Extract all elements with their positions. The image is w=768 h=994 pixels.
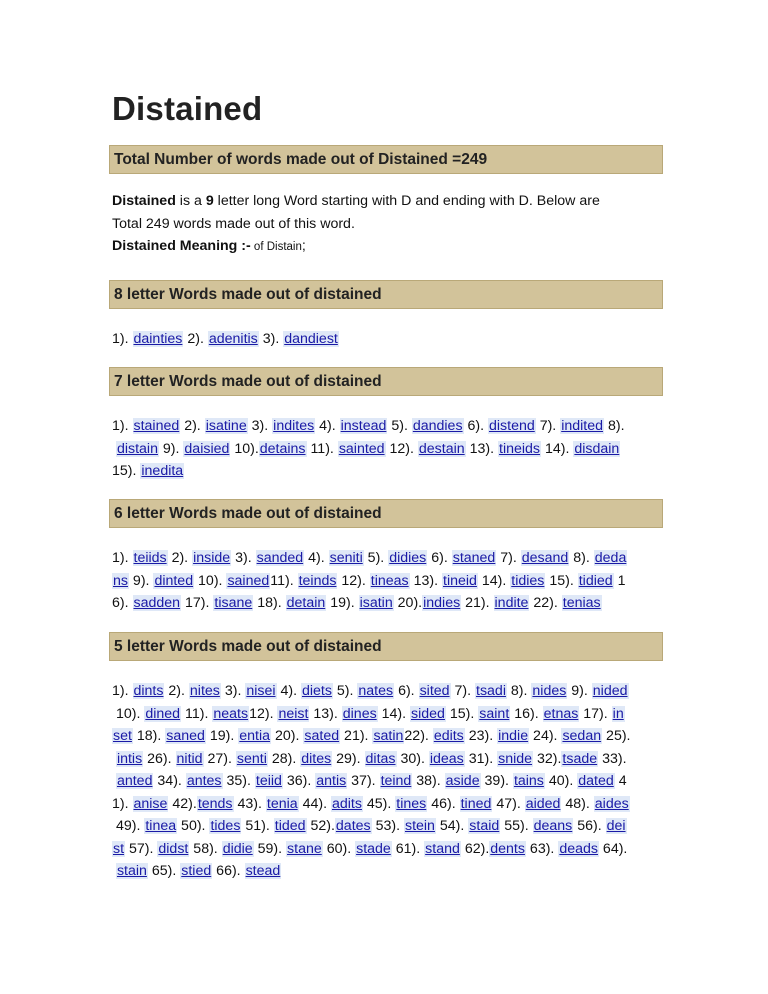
- word-link[interactable]: indite: [494, 595, 529, 611]
- word-link[interactable]: etnas: [543, 705, 579, 722]
- word-link[interactable]: anise: [133, 795, 168, 812]
- word-number-label: 4).: [304, 550, 329, 566]
- word-number-label: 15).: [112, 463, 141, 479]
- intro-text-2: letter long Word starting with D and ending with D. Below are: [213, 193, 600, 209]
- word-link[interactable]: inside: [193, 550, 231, 566]
- meaning-end: ;: [301, 238, 306, 254]
- word-link[interactable]: sited: [419, 683, 450, 699]
- word-number-label: 37).: [347, 773, 380, 789]
- word-link[interactable]: daisied: [184, 440, 230, 457]
- word-number-label: 63).: [525, 840, 559, 857]
- word-number-label: 8).: [604, 418, 625, 434]
- word-link[interactable]: tisane: [214, 595, 253, 611]
- word-link[interactable]: nides: [532, 683, 567, 699]
- word-number-label: 18).: [253, 595, 286, 611]
- word-number-label: 60).: [322, 840, 356, 857]
- word-link[interactable]: tines: [396, 795, 427, 812]
- word-link[interactable]: tidied: [578, 572, 613, 589]
- word-list-line: [112, 680, 664, 703]
- word-link[interactable]: antes: [186, 773, 222, 789]
- word-link[interactable]: dates: [335, 818, 371, 834]
- word-link[interactable]: tineas: [370, 572, 409, 589]
- word-number-label: 15).: [545, 572, 578, 589]
- word-number-label: 13).: [465, 440, 498, 457]
- word-number-label: 34).: [153, 773, 186, 789]
- word-link[interactable]: st: [113, 840, 125, 857]
- word-number-label: 1).: [112, 418, 133, 434]
- word-link[interactable]: antis: [316, 773, 347, 789]
- word-number-label: 59).: [253, 840, 287, 857]
- word-number-label: 51).: [241, 818, 274, 834]
- word-number-label: 17).: [579, 705, 612, 722]
- word-number-label: 64).: [598, 840, 628, 857]
- word-number-label: 8).: [569, 550, 594, 566]
- word-link[interactable]: teind: [380, 773, 412, 789]
- word-number-label: 1: [613, 572, 626, 589]
- word-number-label: 53).: [371, 818, 404, 834]
- word-list-line: [112, 838, 664, 861]
- word-link[interactable]: adits: [331, 795, 362, 812]
- word-number-label: 49).: [112, 818, 145, 834]
- word-link[interactable]: tided: [274, 818, 306, 834]
- word-number-label: 46).: [427, 795, 460, 812]
- word-number-label: 62).: [460, 840, 490, 857]
- intro-paragraph: [112, 190, 660, 259]
- word-link[interactable]: sainted: [338, 440, 385, 457]
- word-number-label: 12).: [385, 440, 418, 457]
- word-link[interactable]: intis: [116, 750, 143, 767]
- word-number-label: 61).: [391, 840, 425, 857]
- intro-text-1: is a: [175, 193, 206, 209]
- word-number-label: 15).: [445, 705, 479, 722]
- word-number-label: 22).: [404, 728, 433, 744]
- word-number-label: 24).: [529, 728, 562, 744]
- word-number-label: 2).: [164, 683, 189, 699]
- meaning-label: Distained Meaning :-: [112, 238, 251, 254]
- word-number-label: 9).: [158, 440, 184, 457]
- section-words-8-letter: [112, 328, 664, 351]
- word-link[interactable]: destain: [418, 440, 465, 457]
- word-number-label: 54).: [435, 818, 469, 834]
- word-link[interactable]: edits: [433, 728, 464, 744]
- word-number-label: 14).: [477, 572, 511, 589]
- word-number-label: 3).: [247, 418, 273, 434]
- word-list-line: [112, 328, 664, 351]
- word-number-label: 65).: [147, 863, 181, 879]
- word-link[interactable]: seniti: [329, 550, 363, 566]
- word-number-label: 2).: [183, 331, 208, 347]
- word-link[interactable]: neats: [213, 705, 249, 722]
- word-number-label: 39).: [480, 773, 513, 789]
- word-number-label: 26).: [143, 750, 176, 767]
- word-link[interactable]: tidies: [511, 572, 545, 589]
- word-link[interactable]: indie: [498, 728, 529, 744]
- word-link[interactable]: dei: [606, 818, 626, 834]
- word-number-label: 10).: [112, 705, 145, 722]
- word-number-label: 29).: [332, 750, 365, 767]
- word-number-label: 66).: [212, 863, 245, 879]
- word-link[interactable]: tinea: [145, 818, 177, 834]
- word-number-label: 4).: [276, 683, 301, 699]
- word-link[interactable]: stied: [181, 863, 212, 879]
- word-link[interactable]: tenias: [562, 595, 601, 611]
- intro-word: Distained: [112, 193, 176, 209]
- word-number-label: 42).: [168, 795, 197, 812]
- word-link[interactable]: teiid: [255, 773, 282, 789]
- word-number-label: 1).: [112, 683, 133, 699]
- word-number-label: 9).: [567, 683, 592, 699]
- word-link[interactable]: tsadi: [476, 683, 506, 699]
- word-number-label: 28).: [267, 750, 301, 767]
- word-list-line: [112, 860, 664, 883]
- word-link[interactable]: adenitis: [208, 331, 258, 347]
- word-link[interactable]: stained: [133, 418, 180, 434]
- word-link[interactable]: tineids: [499, 440, 541, 457]
- word-link[interactable]: ditas: [365, 750, 396, 767]
- word-link[interactable]: nates: [358, 683, 394, 699]
- word-link[interactable]: in: [612, 705, 624, 722]
- word-link[interactable]: tined: [460, 795, 492, 812]
- word-link[interactable]: detain: [286, 595, 326, 611]
- word-link[interactable]: tsade: [562, 750, 598, 767]
- word-number-label: 13).: [309, 705, 342, 722]
- word-link[interactable]: sained: [227, 572, 270, 589]
- word-link[interactable]: anted: [116, 773, 153, 789]
- word-link[interactable]: stein: [404, 818, 435, 834]
- word-link[interactable]: ns: [113, 572, 128, 589]
- word-link[interactable]: deads: [559, 840, 598, 857]
- word-number-label: 23).: [464, 728, 498, 744]
- word-link[interactable]: diets: [301, 683, 332, 699]
- word-number-label: 56).: [573, 818, 606, 834]
- word-number-label: 40).: [544, 773, 578, 789]
- section-heading-5-letter: 5 letter Words made out of distained: [109, 632, 663, 661]
- word-number-label: 3).: [231, 550, 256, 566]
- word-number-label: 27).: [203, 750, 236, 767]
- word-number-label: 1).: [112, 331, 133, 347]
- word-number-label: 6).: [112, 595, 133, 611]
- word-number-label: 45).: [362, 795, 396, 812]
- word-link[interactable]: stain: [116, 863, 147, 879]
- word-number-label: 1).: [112, 550, 133, 566]
- word-link[interactable]: neist: [278, 705, 309, 722]
- word-number-label: 50).: [177, 818, 210, 834]
- word-link[interactable]: nided: [592, 683, 628, 699]
- word-link[interactable]: distend: [489, 418, 535, 434]
- word-link[interactable]: indited: [561, 418, 604, 434]
- summary-bar: Total Number of words made out of Distained =249: [109, 145, 663, 174]
- word-link[interactable]: sedan: [562, 728, 602, 744]
- word-number-label: 7).: [535, 418, 561, 434]
- word-link[interactable]: staned: [452, 550, 496, 566]
- word-link[interactable]: aides: [594, 795, 629, 812]
- word-link[interactable]: entia: [239, 728, 271, 744]
- word-number-label: 19).: [205, 728, 239, 744]
- word-link[interactable]: deans: [533, 818, 573, 834]
- word-link[interactable]: indies: [423, 595, 461, 611]
- word-link[interactable]: sadden: [133, 595, 181, 611]
- section-heading-7-letter: 7 letter Words made out of distained: [109, 367, 663, 396]
- word-number-label: 35).: [222, 773, 255, 789]
- word-number-label: 2).: [180, 418, 205, 434]
- intro-line-1: [112, 190, 660, 213]
- word-number-label: 7).: [496, 550, 521, 566]
- word-link[interactable]: detains: [259, 440, 306, 457]
- word-list-line: [112, 460, 664, 483]
- section-heading-6-letter: 6 letter Words made out of distained: [109, 499, 663, 528]
- word-link[interactable]: sided: [411, 705, 445, 722]
- word-link[interactable]: isatin: [359, 595, 393, 611]
- word-number-label: 6).: [427, 550, 452, 566]
- word-number-label: 8).: [506, 683, 532, 699]
- word-number-label: 22).: [529, 595, 562, 611]
- word-link[interactable]: dinted: [154, 572, 194, 589]
- word-link[interactable]: dents: [490, 840, 525, 857]
- word-link[interactable]: tineid: [443, 572, 477, 589]
- word-list-line: [112, 725, 664, 748]
- word-number-label: 5).: [387, 418, 412, 434]
- word-number-label: 6).: [463, 418, 488, 434]
- word-number-label: 25).: [602, 728, 631, 744]
- word-link[interactable]: saned: [166, 728, 205, 744]
- word-number-label: 18).: [132, 728, 166, 744]
- word-list-line: [112, 703, 664, 726]
- word-link[interactable]: dainties: [133, 331, 183, 347]
- section-words-5-letter: [112, 680, 664, 883]
- word-number-label: 5).: [363, 550, 389, 566]
- word-link[interactable]: stade: [356, 840, 391, 857]
- word-link[interactable]: snide: [498, 750, 533, 767]
- word-number-label: 44).: [298, 795, 331, 812]
- word-number-label: 3).: [220, 683, 246, 699]
- word-number-label: 17).: [181, 595, 214, 611]
- word-link[interactable]: teiids: [133, 550, 167, 566]
- word-number-label: 7).: [450, 683, 475, 699]
- word-link[interactable]: aside: [445, 773, 480, 789]
- word-number-label: 12).: [249, 705, 278, 722]
- word-link[interactable]: disdain: [574, 440, 620, 457]
- word-number-label: 20).: [393, 595, 423, 611]
- section-words-6-letter: [112, 547, 664, 615]
- word-link[interactable]: nitid: [176, 750, 203, 767]
- word-link[interactable]: dandies: [412, 418, 463, 434]
- word-link[interactable]: tides: [210, 818, 241, 834]
- section-heading-8-letter: 8 letter Words made out of distained: [109, 280, 663, 309]
- meaning-value: of Distain: [250, 241, 302, 253]
- word-number-label: 4).: [315, 418, 340, 434]
- word-number-label: 6).: [394, 683, 419, 699]
- word-link[interactable]: didies: [389, 550, 427, 566]
- word-link[interactable]: dines: [342, 705, 377, 722]
- word-link[interactable]: instead: [340, 418, 387, 434]
- word-link[interactable]: dites: [301, 750, 332, 767]
- meaning-line: [112, 235, 660, 259]
- word-link[interactable]: stead: [245, 863, 281, 879]
- word-link[interactable]: tains: [513, 773, 544, 789]
- word-link[interactable]: dandiest: [284, 331, 338, 347]
- word-number-label: 14).: [541, 440, 574, 457]
- word-link[interactable]: dated: [578, 773, 614, 789]
- word-link[interactable]: tends: [197, 795, 233, 812]
- word-number-label: 14).: [377, 705, 411, 722]
- word-link[interactable]: aided: [525, 795, 561, 812]
- word-number-label: 11).: [270, 572, 298, 589]
- word-number-label: 31).: [464, 750, 498, 767]
- word-link[interactable]: stane: [287, 840, 322, 857]
- word-link[interactable]: didst: [158, 840, 189, 857]
- word-number-label: 58).: [189, 840, 222, 857]
- word-list-line: [112, 570, 664, 593]
- word-list-line: [112, 793, 664, 816]
- word-number-label: 11).: [306, 440, 338, 457]
- word-number-label: 2).: [167, 550, 193, 566]
- word-number-label: 4: [614, 773, 627, 789]
- word-number-label: 43).: [233, 795, 266, 812]
- word-number-label: 3).: [258, 331, 284, 347]
- word-number-label: 48).: [561, 795, 594, 812]
- word-link[interactable]: didie: [222, 840, 253, 857]
- word-number-label: 11).: [181, 705, 213, 722]
- word-number-label: 13).: [409, 572, 442, 589]
- word-link[interactable]: sated: [304, 728, 340, 744]
- word-link[interactable]: indites: [273, 418, 315, 434]
- word-number-label: 55).: [500, 818, 533, 834]
- word-number-label: 12).: [337, 572, 370, 589]
- word-number-label: 36).: [282, 773, 316, 789]
- word-number-label: 20).: [271, 728, 304, 744]
- word-number-label: 47).: [492, 795, 525, 812]
- word-link[interactable]: nites: [189, 683, 220, 699]
- word-number-label: 10).: [194, 572, 227, 589]
- word-number-label: 21).: [461, 595, 494, 611]
- word-list-line: [112, 415, 664, 438]
- word-number-label: 57).: [125, 840, 158, 857]
- word-link[interactable]: inedita: [141, 463, 184, 479]
- word-link[interactable]: teinds: [298, 572, 337, 589]
- word-number-label: 30).: [396, 750, 429, 767]
- word-number-label: 9).: [128, 572, 154, 589]
- word-link[interactable]: senti: [236, 750, 267, 767]
- word-number-label: 16).: [510, 705, 543, 722]
- word-number-label: 52).: [306, 818, 335, 834]
- word-list-line: [112, 770, 664, 793]
- word-link[interactable]: ideas: [429, 750, 464, 767]
- word-link[interactable]: dined: [145, 705, 181, 722]
- word-link[interactable]: distain: [116, 440, 158, 457]
- word-link[interactable]: tenia: [266, 795, 298, 812]
- page-title: Distained: [112, 90, 263, 127]
- word-link[interactable]: nisei: [246, 683, 276, 699]
- word-list-line: [112, 592, 664, 615]
- intro-line-2: Total 249 words made out of this word.: [112, 215, 355, 232]
- word-number-label: 38).: [412, 773, 445, 789]
- word-list-line: [112, 748, 664, 771]
- word-link[interactable]: saint: [479, 705, 510, 722]
- word-link[interactable]: isatine: [205, 418, 247, 434]
- word-list-line: [112, 547, 664, 570]
- word-link[interactable]: desand: [521, 550, 569, 566]
- word-link[interactable]: sanded: [256, 550, 304, 566]
- word-link[interactable]: staid: [469, 818, 500, 834]
- word-list-line: [112, 438, 664, 461]
- word-number-label: 33).: [598, 750, 627, 767]
- word-link[interactable]: satin: [373, 728, 404, 744]
- word-number-label: 19).: [326, 595, 359, 611]
- word-link[interactable]: set: [113, 728, 132, 744]
- word-number-label: 10).: [230, 440, 259, 457]
- word-list-line: [112, 815, 664, 838]
- word-number-label: 32).: [533, 750, 562, 767]
- word-number-label: 21).: [340, 728, 373, 744]
- word-link[interactable]: stand: [425, 840, 460, 857]
- word-number-label: 5).: [332, 683, 358, 699]
- word-link[interactable]: deda: [594, 550, 627, 566]
- intro-length: 9: [205, 193, 214, 209]
- word-number-label: 1).: [112, 795, 133, 812]
- section-words-7-letter: [112, 415, 664, 483]
- word-link[interactable]: dints: [133, 683, 164, 699]
